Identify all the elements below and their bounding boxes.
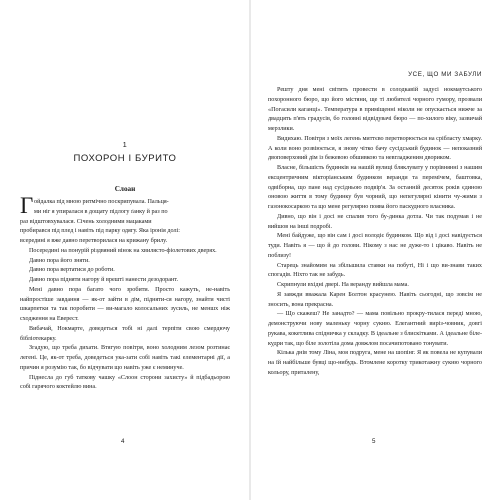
paragraph: Згадую, що треба дихати. Втягую повітря, воно холодним лезом розтинає легені. Це, як-от треба, доведеться ука-зати собі навіть такі елементарні дії, а причин я розумію так, бо відчувати що навіть уже є неминуче. [20,345,230,371]
right-body [268,86,482,379]
opening-line: пробирався під плед і навіть під парку одягу. Яка іронія долі: [20,228,180,235]
paragraph: Власне, більшість будинків на нашій вулиці бляклувату у порівнянні з нашим ексцентричним вікторіанським будинком веранди та перемічем, баштовка, одвіборна, що пане над сусідньою подвір'я. За останній десяток років єдиною оновою життя в тому будинку був чорний, що непегулярні кінити чу-жими з газонокосаркою та що мене регулярно поява його паскудного власника. [268,165,482,210]
running-head: УСЕ, ЩО МИ ЗАБУЛИ [408,71,482,78]
paragraph: Старець знайомим на збільшила ставки на побуті, Ні і що ви-знави таких спогадів. Ніхто так не забудь. [268,262,482,279]
paragraph: всередині я вже давно перетворилася на крижану брилу. [20,238,168,244]
paragraph: Піднесла до губ таткову чашку «Слоон сторони захисту» й підбадьорою собі гарячого коктейлю вина. [20,374,230,391]
chapter-title: ПОХОРОН І БУРИТО [73,153,177,164]
opening-line: раз відштовхувалася. Січень холодними мацаками [20,218,152,225]
paragraph: Решту дня мені світить провести в солодкавій задусі нокмаутського похоронного бюро, що його містяни, ще ті любителі чорного гумору, прозвали «Погасили каганці». Температура в приміщенні ніколи не опускається нижче за двадцять п'ять градусів, бо головні відвідувачі бюро — по-хилого віку, зазвичай мерзлики. [268,87,482,132]
paragraph: Мені байдуже, що він сам і досі володіє будинком. Що від і досі навідується туди. Навіть я — що й до голови. Нікому з нас не дуже-то і цікаво. Навіть не поблизу! [268,233,482,259]
section-name: Слоан [114,185,136,193]
page-number-right: 5 [372,438,376,445]
opening-line: ойдалка під мною ритмічно поскрипувала. Пальця- [34,199,169,205]
paragraph: Видихаю. Повітря з моїх легень миттєво перетворюється на срібласту хмарку. А коли воно розвіюється, я знову чітко бачу сусідський будинок — непоказний двоповерховий дім із бежевою обшивкою та невгладженим двориком. [268,135,482,162]
paragraph: Дивно, що він і досі не спалив того бу-динка дотла. Чи так подумав і не вийшов на інші подробі. [268,213,482,230]
paragraph: Давно пора підняти нагору й врешті нанести дезодорант. [29,277,178,283]
left-body [20,218,230,394]
paragraph: Давно пора його зняти. [29,257,90,264]
paragraph: Давно пора вертатися до роботи. [29,267,115,274]
paragraph: Мені давно пора багато чого зробити. Просто кажуть, не-навіть найпростіше завдання — як-от зайти в дім, підняти-ся нагору, знайти чисті шкарпетки та так поробити — ви-магало колосальних зусиль, не меншх ніж сходження на Еверест. [20,286,230,322]
paragraph: Вибачай, Нокмарте, доведеться тобі ні далі терпіти свою смердючу бібліотекарку. [20,325,230,342]
paragraph: Кілька днів тому Ліна, моя подруга, мене на шопінг. Я як повела не купували на їй найбільше бувці що-нибудь. Втомлене коротку трикотажну сукню чорного кольору, приталену, [268,350,482,376]
paragraph: Скрипнули вхідні двері. На веранду вийшла мама. [277,282,409,288]
paragraph: Я завжди вважала Карен Болтон красунею. Навіть сьогодні, що зовсім не зносить, вона прекрасна. [268,291,482,308]
drop-cap: Г [20,193,34,218]
chapter-number: 1 [122,140,128,149]
paragraph: Посередині на понурій різдвяний вінок на хвилясто-фіолетових дверях. [29,247,217,254]
opening-line: ми ніг я упиралася в дощату підлогу ґанку й раз по [34,208,168,215]
page-number-left: 4 [121,438,125,445]
paragraph: — Що скажеш? Не занадто? — мама повільно прокру-тилася переді мною, демонструючи нову маленьку чорну сукню. Елегантний виріз-човник, довгі рукава, кокетлива спідничка у складку. В ідеальне з блискітками. А ідеальне біле-кудри так, що біле золотіла дома довжлом посачипотовано тонувати. [268,311,482,347]
right-page [250,0,500,500]
opening-lines [34,198,230,218]
